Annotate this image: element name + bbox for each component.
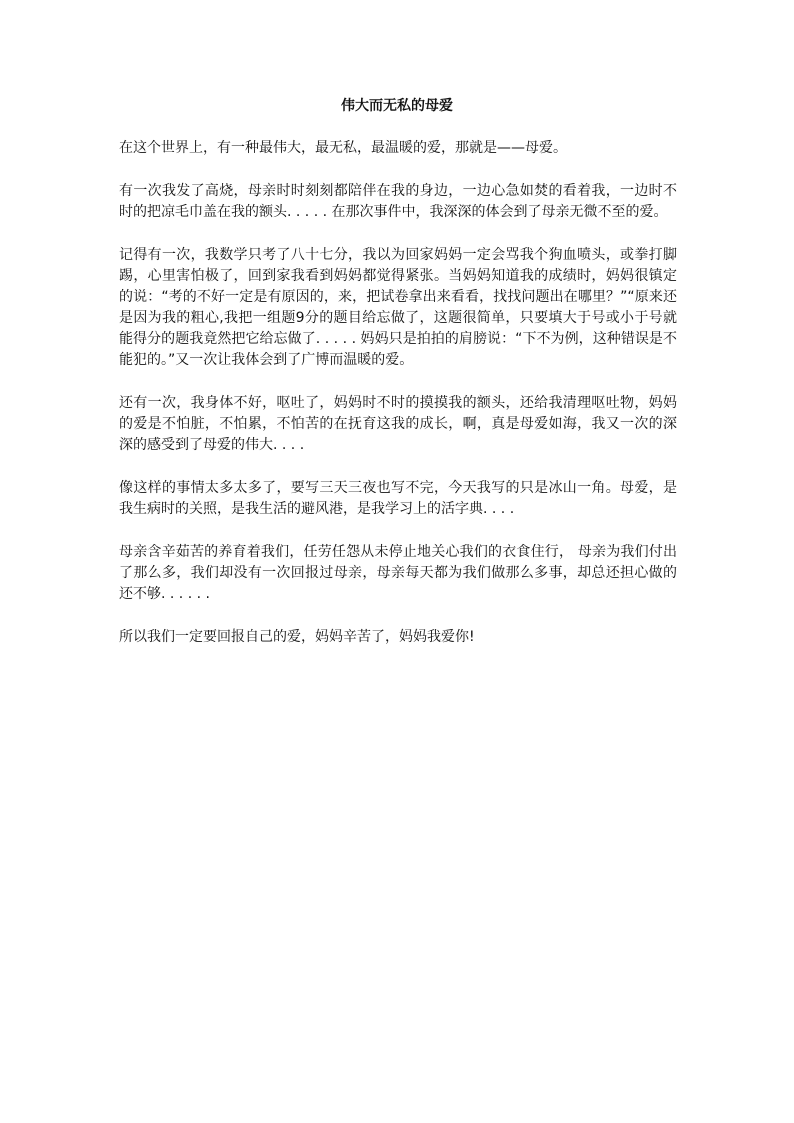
paragraph-7: 所以我们一定要回报自己的爱，妈妈辛苦了，妈妈我爱你! — [119, 629, 475, 645]
paragraph-5: 像这样的事情太多太多了，要写三天三夜也写不完，今天我写的只是冰山一角。母爱，是我生病时的关照，是我生活的避风港，是我学习上的活字典. . . . — [119, 480, 677, 517]
document-body — [119, 138, 677, 670]
paragraph-1: 在这个世界上，有一种最伟大，最无私，最温暖的爱，那就是——母爱。 — [119, 140, 567, 156]
paragraph-4: 还有一次，我身体不好，呕吐了，妈妈时不时的摸摸我的额头，还给我清理呕吐物，妈妈的爱是不怕脏，不怕累，不怕苦的在抚育这我的成长，啊，真是母爱如海，我又一次的深深的感受到了母爱的伟大. . . . — [119, 395, 677, 453]
document-title: 伟大而无私的母爱 — [341, 98, 453, 114]
paragraph-3: 记得有一次，我数学只考了八十七分，我以为回家妈妈一定会骂我个狗血喷头，或拳打脚踢，心里害怕极了，回到家我看到妈妈都觉得紧张。当妈妈知道我的成绩时，妈妈很镇定的说：“考的不好一定是有原因的，来，把试卷拿出来看看，找找问题出在哪里？”“原来还是因为我的粗心,我把一组题9分的题目给忘做了，这题很简单，只要填大于号或小于号就能得分的题我竟然把它给忘做了. . . . . 妈妈只是拍拍的肩膀说：“下不为例，这种错误是不能犯的。”又一次让我体会到了广博而温暖的爱。 — [119, 247, 677, 368]
paragraph-2: 有一次我发了高烧，母亲时时刻刻都陪伴在我的身边，一边心急如焚的看着我，一边时不时的把凉毛巾盖在我的额头. . . . . 在那次事件中，我深深的体会到了母亲无微不至的爱。 — [119, 183, 677, 220]
paragraph-6: 母亲含辛茹苦的养育着我们，任劳任怨从未停止地关心我们的衣食住行， 母亲为我们付出了那么多，我们却没有一次回报过母亲，母亲每天都为我们做那么多事，却总还担心做的还不够. . . . . . — [119, 544, 677, 602]
